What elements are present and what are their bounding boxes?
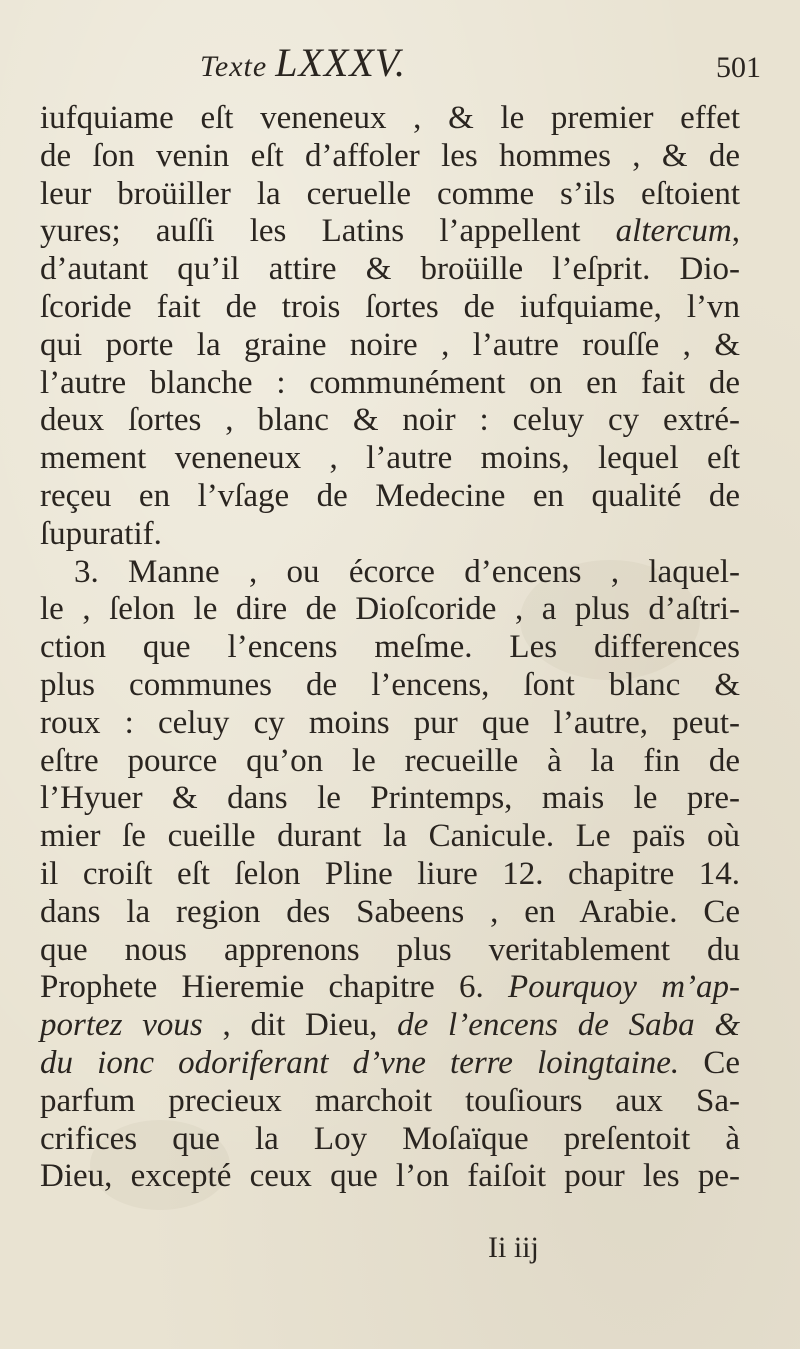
- text-segment: ,: [731, 213, 740, 250]
- text-line: [40, 629, 740, 667]
- text-line: [40, 138, 740, 176]
- text-segment: parfum precieux marchoit touſiours aux Sa-: [40, 1082, 740, 1119]
- page-number: 501: [716, 51, 761, 84]
- italic-text: du ionc odoriferant d’vne terre loingtaine.: [40, 1044, 680, 1081]
- text-line: [40, 289, 740, 327]
- text-line: [40, 1045, 740, 1083]
- text-line: [40, 100, 740, 138]
- text-line: [40, 856, 740, 894]
- text-segment: Prophete Hieremie chapitre 6.: [40, 969, 509, 1006]
- text-segment: Dieu, excepté ceux que l’on faiſoit pour les pe-: [40, 1158, 740, 1195]
- text-segment: l’Hyuer & dans le Printemps, mais le pre-: [40, 780, 740, 817]
- signature-mark: Ii iij: [488, 1231, 539, 1264]
- text-line: [40, 932, 740, 970]
- text-segment: leur broüiller la ceruelle comme s’ils eſtoient: [40, 175, 740, 212]
- text-line: [40, 516, 740, 554]
- text-line: [40, 327, 740, 365]
- text-line: [40, 1121, 740, 1159]
- italic-text: altercum: [615, 213, 732, 250]
- text-line: [40, 894, 740, 932]
- text-segment: , dit Dieu,: [202, 1007, 398, 1044]
- text-segment: il croiſt eſt ſelon Pline liure 12. chapitre 14.: [40, 855, 740, 892]
- text-line: [40, 176, 740, 214]
- text-segment: crifices que la Loy Moſaïque preſentoit à: [40, 1120, 740, 1157]
- running-head-prefix: Texte: [200, 50, 268, 83]
- text-segment: ction que l’encens meſme. Les differences: [40, 629, 740, 666]
- text-line: [40, 705, 740, 743]
- text-segment: de ſon venin eſt d’affoler les hommes , & de: [40, 137, 740, 174]
- text-line: [40, 667, 740, 705]
- text-segment: mement veneneux , l’autre moins, lequel eſt: [40, 440, 740, 477]
- text-segment: le , ſelon le dire de Dioſcoride , a plus d’aſtri-: [40, 591, 740, 628]
- text-segment: eſtre pource qu’on le recueille à la fin de: [40, 742, 740, 779]
- running-head-numeral: LXXXV.: [275, 40, 407, 85]
- body-text: [40, 100, 740, 1196]
- text-segment: ſupuratif.: [40, 515, 162, 552]
- text-line: [40, 402, 740, 440]
- text-line: [40, 969, 740, 1007]
- text-segment: iufquiame eſt veneneux , & le premier effet: [40, 100, 740, 136]
- text-segment: l’autre blanche : communément on en fait de: [40, 364, 740, 401]
- text-line: [40, 591, 740, 629]
- running-head-title: [200, 38, 406, 92]
- text-line: [40, 213, 740, 251]
- text-line: [40, 1083, 740, 1121]
- text-line: [40, 1007, 740, 1045]
- text-segment: yures; auſſi les Latins l’appellent: [40, 213, 616, 250]
- text-segment: 3. Manne , ou écorce d’encens , laquel-: [74, 553, 740, 590]
- text-segment: ſcoride fait de trois ſortes de iufquiame, l’vn: [40, 288, 740, 325]
- text-line: [40, 818, 740, 856]
- text-segment: qui porte la graine noire , l’autre rouſſe , &: [40, 326, 740, 363]
- text-segment: deux ſortes , blanc & noir : celuy cy extré-: [40, 402, 740, 439]
- text-line: [40, 478, 740, 516]
- text-line: [40, 743, 740, 781]
- italic-text: Pourquoy m’ap-: [508, 969, 740, 1006]
- text-segment: reçeu en l’vſage de Medecine en qualité de: [40, 477, 740, 514]
- italic-text: de l’encens de Saba &: [397, 1007, 740, 1044]
- text-segment: plus communes de l’encens, ſont blanc &: [40, 666, 740, 703]
- text-segment: dans la region des Sabeens , en Arabie. Ce: [40, 893, 740, 930]
- text-line: [40, 251, 740, 289]
- italic-text: portez vous: [40, 1007, 203, 1044]
- text-segment: roux : celuy cy moins pur que l’autre, peut-: [40, 704, 740, 741]
- text-line: [40, 1158, 740, 1196]
- text-line: [40, 554, 740, 592]
- text-segment: mier ſe cueille durant la Canicule. Le païs où: [40, 818, 740, 855]
- running-head: [0, 38, 800, 88]
- text-segment: que nous apprenons plus veritablement du: [40, 931, 740, 968]
- text-segment: Ce: [679, 1044, 740, 1081]
- text-segment: d’autant qu’il attire & broüille l’eſprit. Dio-: [40, 251, 740, 288]
- text-line: [40, 780, 740, 818]
- text-line: [40, 440, 740, 478]
- text-line: [40, 365, 740, 403]
